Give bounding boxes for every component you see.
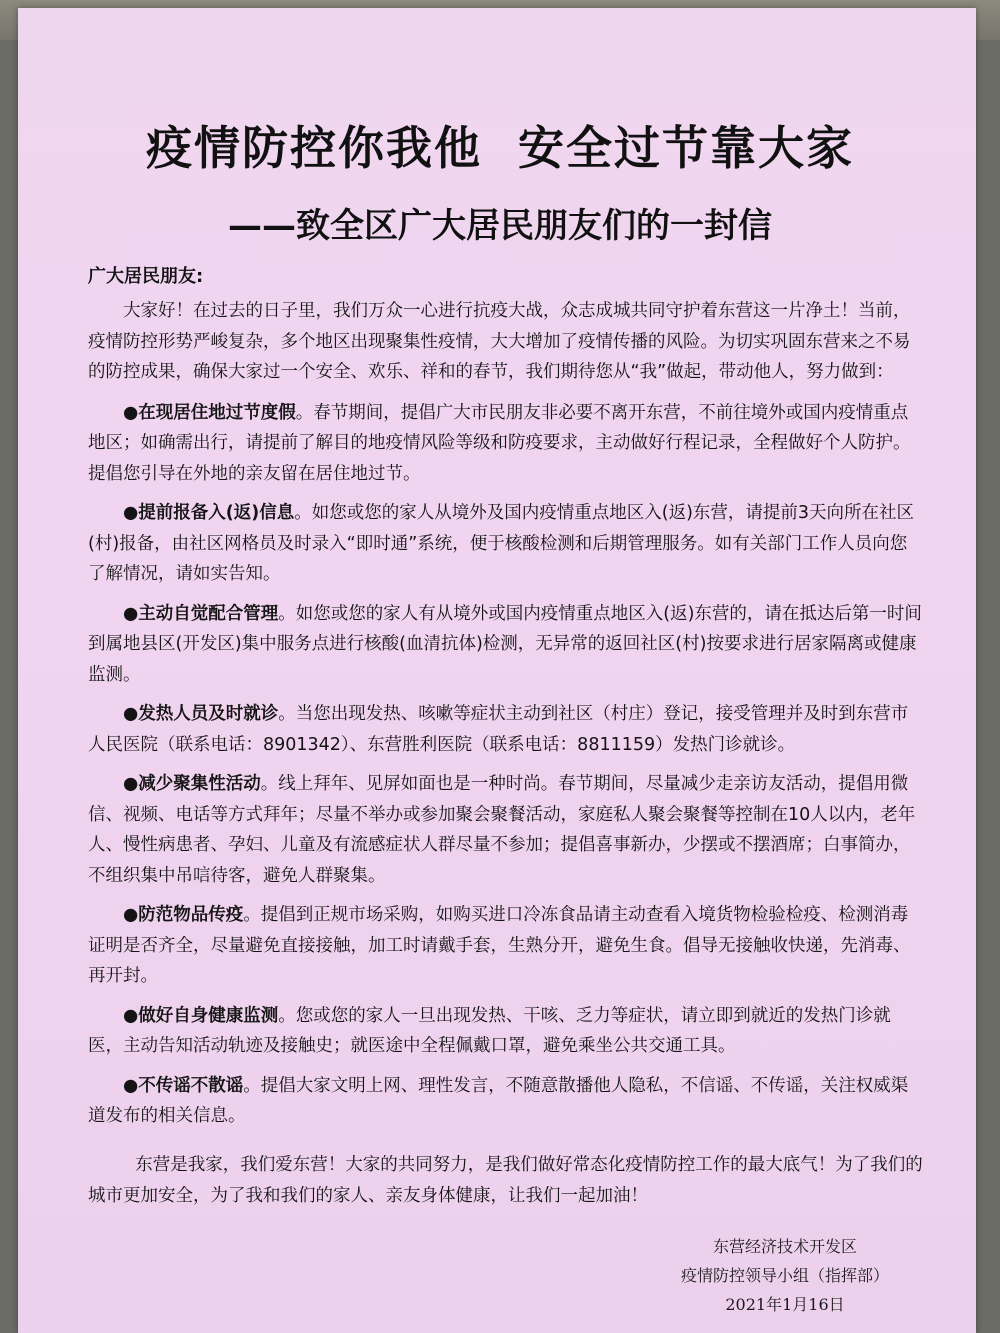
measure-text: 。线上拜年、见屏如面也是一种时尚。春节期间，尽量减少走亲访友活动，提倡用微信、视频、电话等方式拜年；尽量不举办或参加聚会聚餐活动，家庭私人聚会聚餐等控制在10人以内，老年人、慢性病患者、孕妇、儿童及有流感症状人群尽量不参加；提倡喜事新办，少摆或不摆酒席；白事简办，不组织集中吊唁待客，避免人群聚集。 bbox=[88, 774, 916, 886]
measure-item bbox=[88, 1071, 924, 1132]
measure-item bbox=[88, 699, 924, 760]
signature-date: 2021年1月16日 bbox=[725, 1295, 845, 1314]
measure-heading: ●在现居住地过节度假 bbox=[123, 402, 296, 423]
letter-title: 疫情防控你我他 安全过节靠大家 bbox=[145, 121, 855, 175]
measure-text: 。当您出现发热、咳嗽等症状主动到社区（村庄）登记，接受管理并及时到东营市人民医院（联系电话：8901342）、东营胜利医院（联系电话：8811159）发热门诊就诊。 bbox=[88, 704, 909, 755]
measure-item bbox=[88, 769, 924, 891]
measure-text: 。提倡到正规市场采购，如购买进口冷冻食品请主动查看入境货物检验检疫、检测消毒证明是否齐全，尽量避免直接接触，加工时请戴手套，生熟分开，避免生食。倡导无接触收快递，先消毒、再开封。 bbox=[88, 905, 911, 986]
measure-heading: ●发热人员及时就诊 bbox=[123, 704, 279, 724]
measure-heading: ●做好自身健康监测 bbox=[123, 1005, 279, 1026]
measure-text: 。提倡大家文明上网、理性发言，不随意散播他人隐私，不信谣、不传谣，关注权威渠道发布的相关信息。 bbox=[88, 1075, 909, 1126]
measure-item bbox=[88, 398, 924, 490]
letter-subtitle: ——致全区广大居民朋友们的一封信 bbox=[228, 206, 772, 246]
measure-item bbox=[88, 599, 924, 691]
measure-text: 。您或您的家人一旦出现发热、干咳、乏力等症状，请立即到就近的发热门诊就医，主动告知活动轨迹及接触史；就医途中全程佩戴口罩，避免乘坐公共交通工具。 bbox=[88, 1005, 891, 1056]
measure-item bbox=[88, 498, 924, 590]
measure-text: 。如您或您的家人有从境外或国内疫情重点地区入(返)东营的，请在抵达后第一时间到属地县区(开发区)集中服务点进行核酸(血清抗体)检测，无异常的返回社区(村)按要求进行居家隔离或健康监测。 bbox=[88, 603, 922, 685]
measure-heading: ●提前报备入(返)信息 bbox=[123, 503, 295, 523]
salutation: 广大居民朋友: bbox=[88, 266, 204, 287]
measure-heading: ●减少聚集性活动 bbox=[123, 774, 261, 794]
measure-text: 。春节期间，提倡广大市民朋友非必要不离开东营，不前往境外或国内疫情重点地区；如确需出行，请提前了解目的地疫情风险等级和防疫要求，主动做好行程记录，全程做好个人防护。提倡您引导在外地的亲友留在居住地过节。 bbox=[88, 402, 911, 484]
signature-block bbox=[650, 1232, 920, 1319]
intro-paragraph: 大家好！在过去的日子里，我们万众一心进行抗疫大战，众志成城共同守护着东营这一片净土！当前，疫情防控形势严峻复杂，多个地区出现聚集性疫情，大大增加了疫情传播的风险。为切实巩固东营来之不易的防控成果，确保大家过一个安全、欢乐、祥和的春节，我们期待您从“我”做起，带动他人，努力做到： bbox=[88, 301, 911, 382]
letter-body bbox=[88, 296, 924, 1141]
measure-text: 。如您或您的家人从境外及国内疫情重点地区入(返)东营，请提前3天向所在社区(村)报备，由社区网格员及时录入“即时通”系统，便于核酸检测和后期管理服务。如有关部门工作人员向您了解情况，请如实告知。 bbox=[88, 503, 915, 584]
signature-org-line1: 东营经济技术开发区 bbox=[712, 1237, 857, 1256]
signature-org-line2: 疫情防控领导小组（指挥部） bbox=[680, 1266, 889, 1285]
measure-heading: ●主动自觉配合管理 bbox=[123, 603, 279, 624]
measure-item bbox=[88, 1001, 924, 1062]
closing-paragraph: 东营是我家，我们爱东营！大家的共同努力，是我们做好常态化疫情防控工作的最大底气！为了我们的城市更加安全，为了我和我们的家人、亲友身体健康，让我们一起加油！ bbox=[88, 1155, 923, 1206]
measure-heading: ●防范物品传疫 bbox=[123, 905, 244, 925]
measure-item bbox=[88, 900, 924, 992]
measure-heading: ●不传谣不散谣 bbox=[123, 1075, 244, 1096]
